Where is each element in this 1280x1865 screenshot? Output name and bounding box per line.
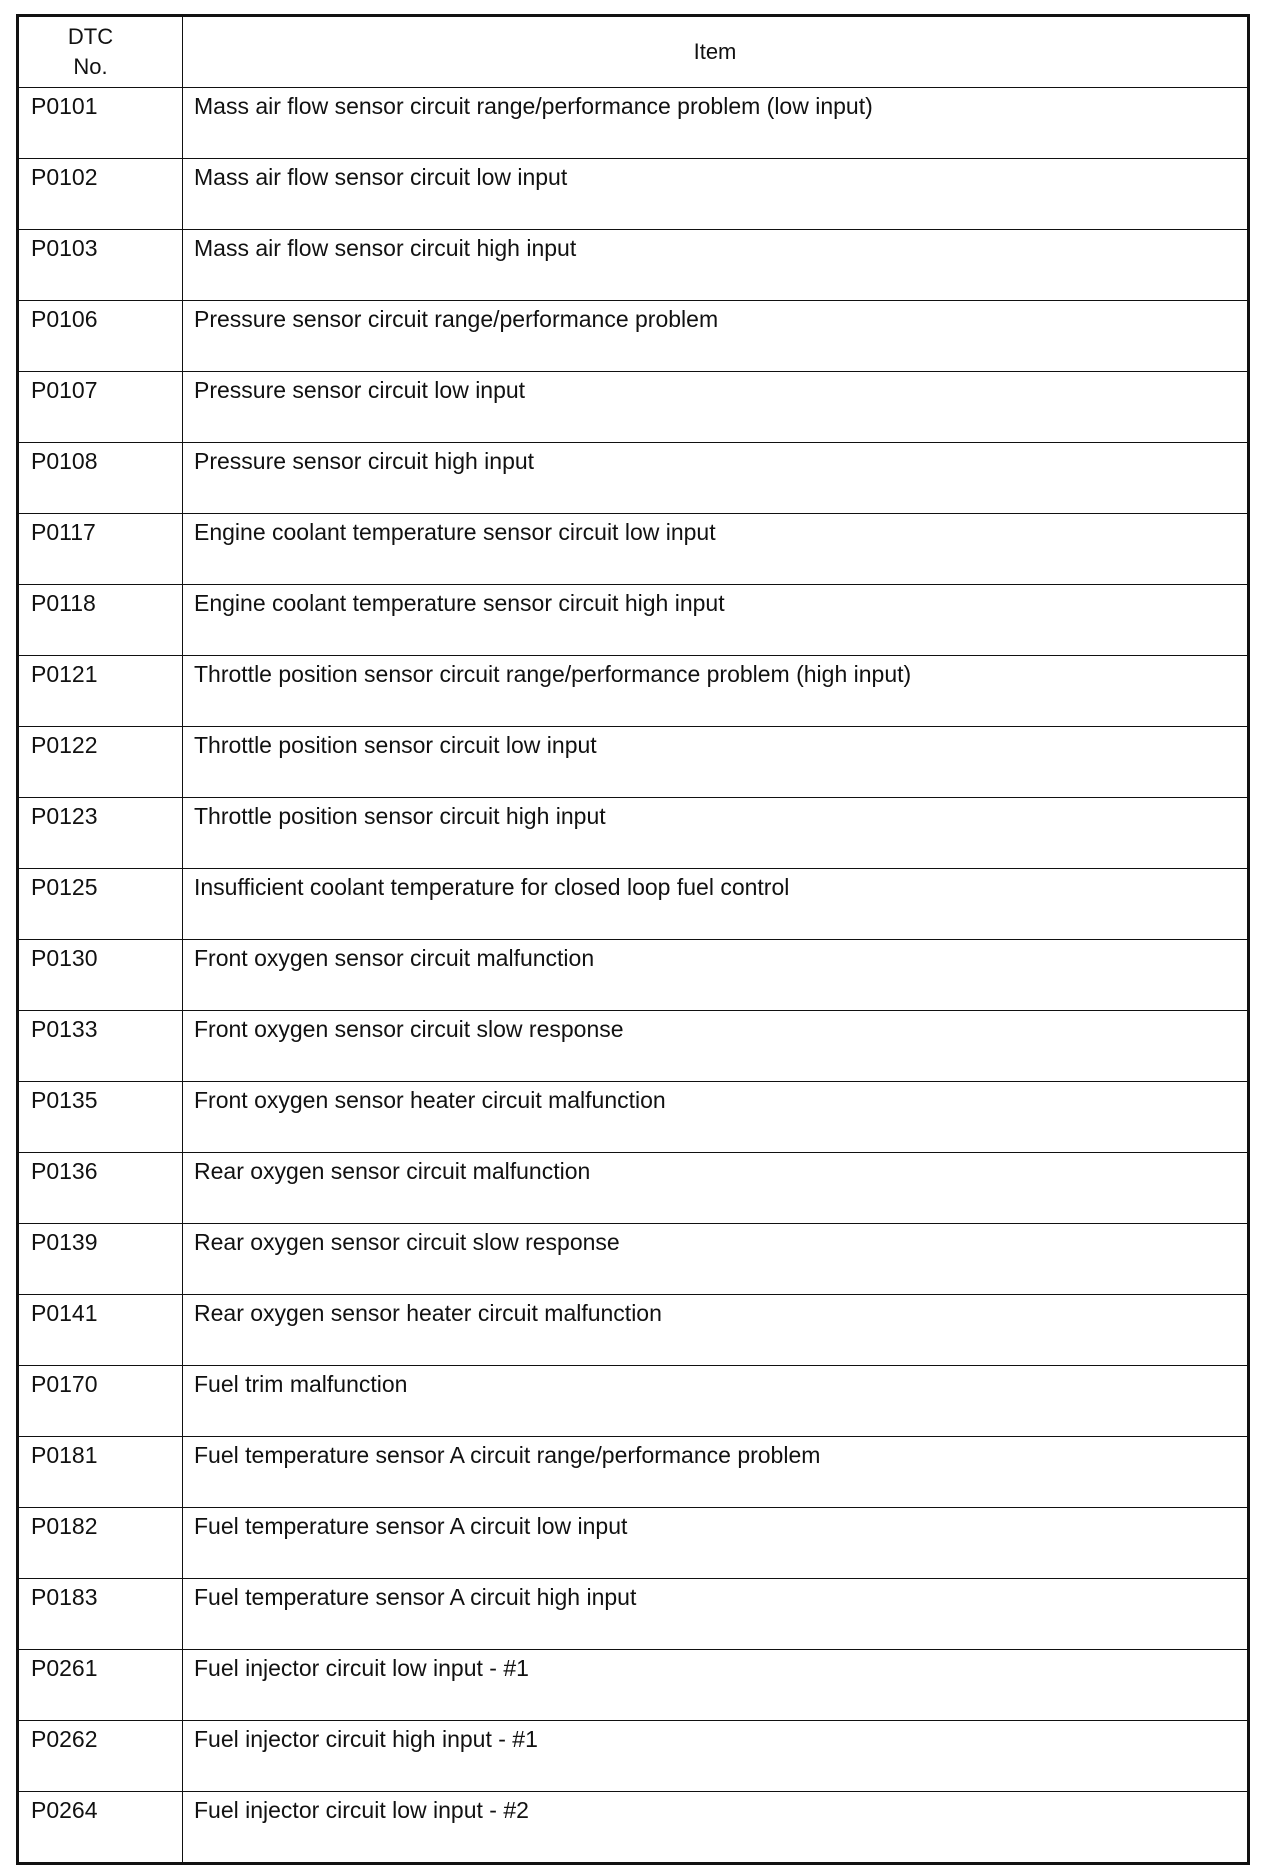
- dtc-item-cell: Throttle position sensor circuit low input: [183, 727, 1249, 798]
- dtc-item-cell: Front oxygen sensor circuit malfunction: [183, 940, 1249, 1011]
- table-row: [18, 514, 1249, 585]
- dtc-code-cell: P0130: [18, 940, 183, 1011]
- table-row: [18, 1508, 1249, 1579]
- dtc-code-cell: P0133: [18, 1011, 183, 1082]
- dtc-code-cell: P0170: [18, 1366, 183, 1437]
- dtc-code-cell: P0117: [18, 514, 183, 585]
- dtc-table: [16, 14, 1250, 1865]
- table-row: [18, 159, 1249, 230]
- dtc-item-cell: Rear oxygen sensor circuit malfunction: [183, 1153, 1249, 1224]
- table-body: [18, 88, 1249, 1864]
- table-row: [18, 88, 1249, 159]
- table-row: [18, 1082, 1249, 1153]
- dtc-item-cell: Engine coolant temperature sensor circuit high input: [183, 585, 1249, 656]
- dtc-item-cell: Rear oxygen sensor heater circuit malfunction: [183, 1295, 1249, 1366]
- dtc-code-cell: P0136: [18, 1153, 183, 1224]
- dtc-no-header: [18, 16, 183, 88]
- table-row: [18, 585, 1249, 656]
- table-row: [18, 1224, 1249, 1295]
- dtc-code-cell: P0264: [18, 1792, 183, 1864]
- table-row: [18, 1366, 1249, 1437]
- dtc-code-cell: P0182: [18, 1508, 183, 1579]
- dtc-code-cell: P0107: [18, 372, 183, 443]
- dtc-no-header-label: DTC No.: [67, 24, 114, 79]
- dtc-code-cell: P0262: [18, 1721, 183, 1792]
- table-row: [18, 1011, 1249, 1082]
- dtc-code-cell: P0181: [18, 1437, 183, 1508]
- table-row: [18, 443, 1249, 514]
- dtc-code-cell: P0139: [18, 1224, 183, 1295]
- table-row: [18, 1153, 1249, 1224]
- dtc-item-cell: Mass air flow sensor circuit range/performance problem (low input): [183, 88, 1249, 159]
- dtc-item-cell: Rear oxygen sensor circuit slow response: [183, 1224, 1249, 1295]
- item-header-label: Item: [693, 39, 737, 64]
- table-row: [18, 656, 1249, 727]
- table-row: [18, 1650, 1249, 1721]
- dtc-code-cell: P0123: [18, 798, 183, 869]
- dtc-code-cell: P0103: [18, 230, 183, 301]
- table-row: [18, 230, 1249, 301]
- dtc-item-cell: Fuel injector circuit low input - #1: [183, 1650, 1249, 1721]
- dtc-code-cell: P0135: [18, 1082, 183, 1153]
- dtc-item-cell: Fuel trim malfunction: [183, 1366, 1249, 1437]
- table-row: [18, 727, 1249, 798]
- table-row: [18, 869, 1249, 940]
- table-row: [18, 1792, 1249, 1864]
- dtc-code-cell: P0102: [18, 159, 183, 230]
- dtc-item-cell: Insufficient coolant temperature for closed loop fuel control: [183, 869, 1249, 940]
- dtc-code-cell: P0118: [18, 585, 183, 656]
- dtc-item-cell: Fuel temperature sensor A circuit high input: [183, 1579, 1249, 1650]
- table-row: [18, 372, 1249, 443]
- dtc-code-cell: P0106: [18, 301, 183, 372]
- table-header: [18, 16, 1249, 88]
- table-row: [18, 940, 1249, 1011]
- dtc-code-cell: P0121: [18, 656, 183, 727]
- dtc-code-cell: P0261: [18, 1650, 183, 1721]
- table-row: [18, 1437, 1249, 1508]
- dtc-item-cell: Pressure sensor circuit range/performance problem: [183, 301, 1249, 372]
- dtc-code-cell: P0122: [18, 727, 183, 798]
- header-row: [18, 16, 1249, 88]
- table-row: [18, 1295, 1249, 1366]
- table-row: [18, 798, 1249, 869]
- dtc-item-cell: Fuel injector circuit low input - #2: [183, 1792, 1249, 1864]
- dtc-item-cell: Fuel temperature sensor A circuit low input: [183, 1508, 1249, 1579]
- item-header: [183, 16, 1249, 88]
- dtc-item-cell: Pressure sensor circuit high input: [183, 443, 1249, 514]
- dtc-item-cell: Mass air flow sensor circuit high input: [183, 230, 1249, 301]
- dtc-item-cell: Pressure sensor circuit low input: [183, 372, 1249, 443]
- dtc-item-cell: Engine coolant temperature sensor circuit low input: [183, 514, 1249, 585]
- dtc-item-cell: Front oxygen sensor circuit slow response: [183, 1011, 1249, 1082]
- dtc-item-cell: Fuel injector circuit high input - #1: [183, 1721, 1249, 1792]
- dtc-item-cell: Mass air flow sensor circuit low input: [183, 159, 1249, 230]
- dtc-code-cell: P0183: [18, 1579, 183, 1650]
- dtc-item-cell: Fuel temperature sensor A circuit range/performance problem: [183, 1437, 1249, 1508]
- dtc-item-cell: Front oxygen sensor heater circuit malfunction: [183, 1082, 1249, 1153]
- table-row: [18, 1721, 1249, 1792]
- dtc-code-cell: P0141: [18, 1295, 183, 1366]
- table-row: [18, 1579, 1249, 1650]
- dtc-item-cell: Throttle position sensor circuit range/performance problem (high input): [183, 656, 1249, 727]
- dtc-code-cell: P0125: [18, 869, 183, 940]
- table-row: [18, 301, 1249, 372]
- dtc-item-cell: Throttle position sensor circuit high input: [183, 798, 1249, 869]
- dtc-code-cell: P0108: [18, 443, 183, 514]
- dtc-code-cell: P0101: [18, 88, 183, 159]
